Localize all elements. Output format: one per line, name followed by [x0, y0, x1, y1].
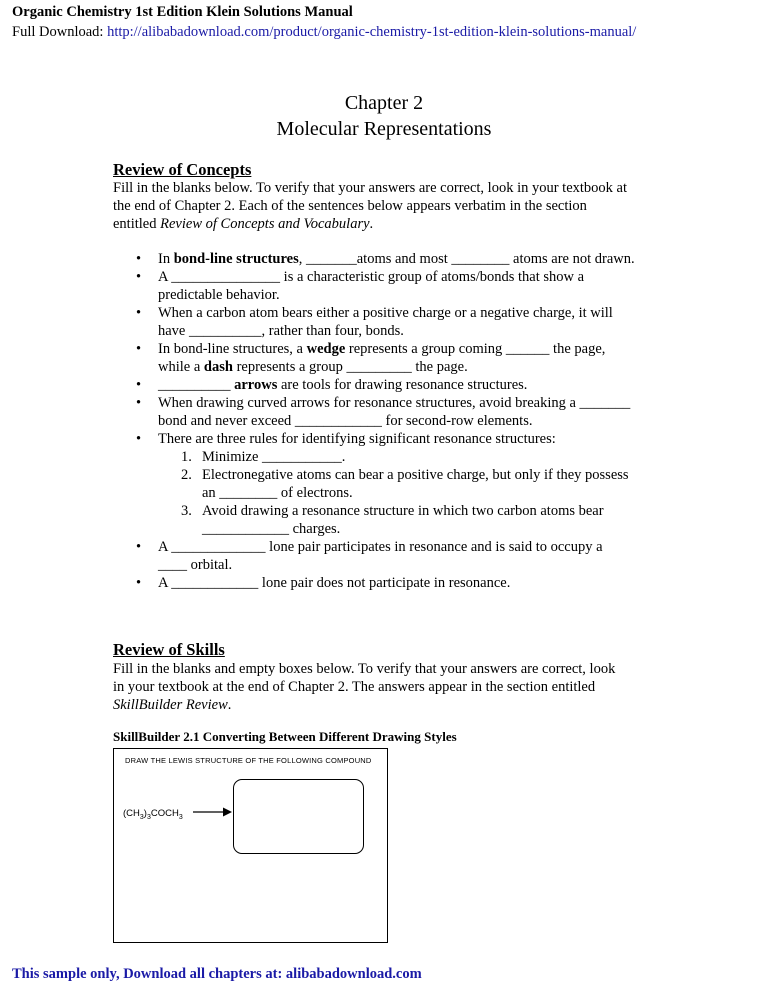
- intro-text: .: [369, 216, 374, 232]
- bold-term: wedge: [306, 341, 346, 357]
- formula-part: COCH: [150, 808, 179, 819]
- text: ____________ charges.: [202, 521, 341, 537]
- list-item: [158, 538, 708, 574]
- download-line: [12, 24, 636, 41]
- formula-subscript: 3: [146, 813, 151, 821]
- text: predictable behavior.: [158, 287, 280, 303]
- intro-text: entitled: [113, 216, 161, 232]
- download-link[interactable]: http://alibabadownload.com/product/organic-chemistry-1st-edition-klein-solutions-manual/: [107, 24, 637, 40]
- skillbuilder-instruction: DRAW THE LEWIS STRUCTURE OF THE FOLLOWING COMPOUND: [125, 756, 372, 765]
- text: Minimize ___________.: [202, 449, 346, 465]
- list-item: [181, 466, 708, 502]
- review-concepts-heading: Review of Concepts: [113, 160, 252, 179]
- text: • When drawing curved arrows for resonance structures, avoid breaking a _______: [158, 395, 631, 411]
- text: ____ orbital.: [158, 557, 233, 573]
- text: • A _______________ is a characteristic group of atoms/bonds that show a: [158, 269, 585, 285]
- list-item: [158, 376, 708, 394]
- intro-line: in your textbook at the end of Chapter 2. The answers appear in the section entitled: [113, 679, 596, 695]
- formula-part: ): [143, 808, 147, 819]
- concept-bullet-list: [113, 250, 708, 592]
- compound-formula: [123, 808, 183, 821]
- text: bond and never exceed ____________ for second-row elements.: [158, 413, 533, 429]
- intro-italic: SkillBuilder Review: [113, 697, 228, 713]
- list-item: [158, 430, 708, 538]
- text: • There are three rules for identifying significant resonance structures:: [158, 431, 556, 447]
- text: A ____________ lone pair does not participate in resonance.: [158, 575, 511, 591]
- skillbuilder-title: SkillBuilder 2.1 Converting Between Different Drawing Styles: [113, 729, 457, 744]
- intro-text: .: [227, 697, 232, 713]
- text: Electronegative atoms can bear a positive charge, but only if they possess: [202, 467, 629, 483]
- text: an ________ of electrons.: [202, 485, 353, 501]
- chapter-number: Chapter 2: [344, 92, 424, 114]
- review-concepts-intro: [113, 179, 658, 233]
- text: Avoid drawing a resonance structure in which two carbon atoms bear: [202, 503, 604, 519]
- text: __________: [158, 377, 235, 393]
- text: represents a group coming ______ the page,: [345, 341, 606, 357]
- formula-subscript: 3: [139, 813, 144, 821]
- right-arrow-icon: [193, 806, 233, 818]
- intro-italic: Review of Concepts and Vocabulary: [160, 216, 370, 232]
- bold-term: dash: [203, 359, 233, 375]
- text: have __________, rather than four, bonds.: [158, 323, 404, 339]
- text: represents a group _________ the page.: [232, 359, 468, 375]
- text: while a: [158, 359, 204, 375]
- rule-number: 3.: [181, 503, 192, 519]
- bold-term: bond-line structures: [173, 251, 299, 267]
- formula-subscript: 3: [178, 813, 183, 821]
- formula-part: (CH: [123, 808, 140, 819]
- text: • When a carbon atom bears either a positive charge or a negative charge, it will: [158, 305, 613, 321]
- intro-line: [113, 696, 658, 714]
- answer-drawing-box[interactable]: [233, 779, 364, 854]
- intro-line: Fill in the blanks and empty boxes below. To verify that your answers are correct, look: [113, 661, 616, 677]
- list-item: [181, 448, 708, 466]
- text: , _______atoms and most ________ atoms are not drawn.: [298, 251, 635, 267]
- text: In: [158, 251, 174, 267]
- review-skills-heading: Review of Skills: [113, 640, 225, 659]
- text: In bond-line structures, a: [158, 341, 307, 357]
- text: • A _____________ lone pair participates in resonance and is said to occupy a: [158, 539, 603, 555]
- download-footer: This sample only, Download all chapters at: alibabadownload.com: [12, 966, 422, 982]
- list-item: [158, 268, 708, 304]
- list-item: [181, 502, 708, 538]
- intro-line: the end of Chapter 2. Each of the sentences below appears verbatim in the section: [113, 198, 587, 214]
- download-label: Full Download:: [12, 24, 108, 40]
- intro-line: [113, 215, 658, 233]
- list-item: [158, 304, 708, 340]
- document-header-title: Organic Chemistry 1st Edition Klein Solutions Manual: [12, 4, 353, 20]
- rule-number: 1.: [181, 449, 192, 465]
- rule-number: 2.: [181, 467, 192, 483]
- bold-term: arrows: [234, 377, 278, 393]
- text: are tools for drawing resonance structures.: [277, 377, 528, 393]
- chapter-title: Molecular Representations: [276, 118, 492, 140]
- review-skills-intro: [113, 660, 658, 714]
- intro-line: Fill in the blanks below. To verify that your answers are correct, look in your textbook at: [113, 180, 628, 196]
- list-item: [158, 340, 708, 376]
- list-item: [158, 574, 708, 592]
- resonance-rules-list: [158, 448, 708, 538]
- list-item: [158, 394, 708, 430]
- list-item: [158, 250, 708, 268]
